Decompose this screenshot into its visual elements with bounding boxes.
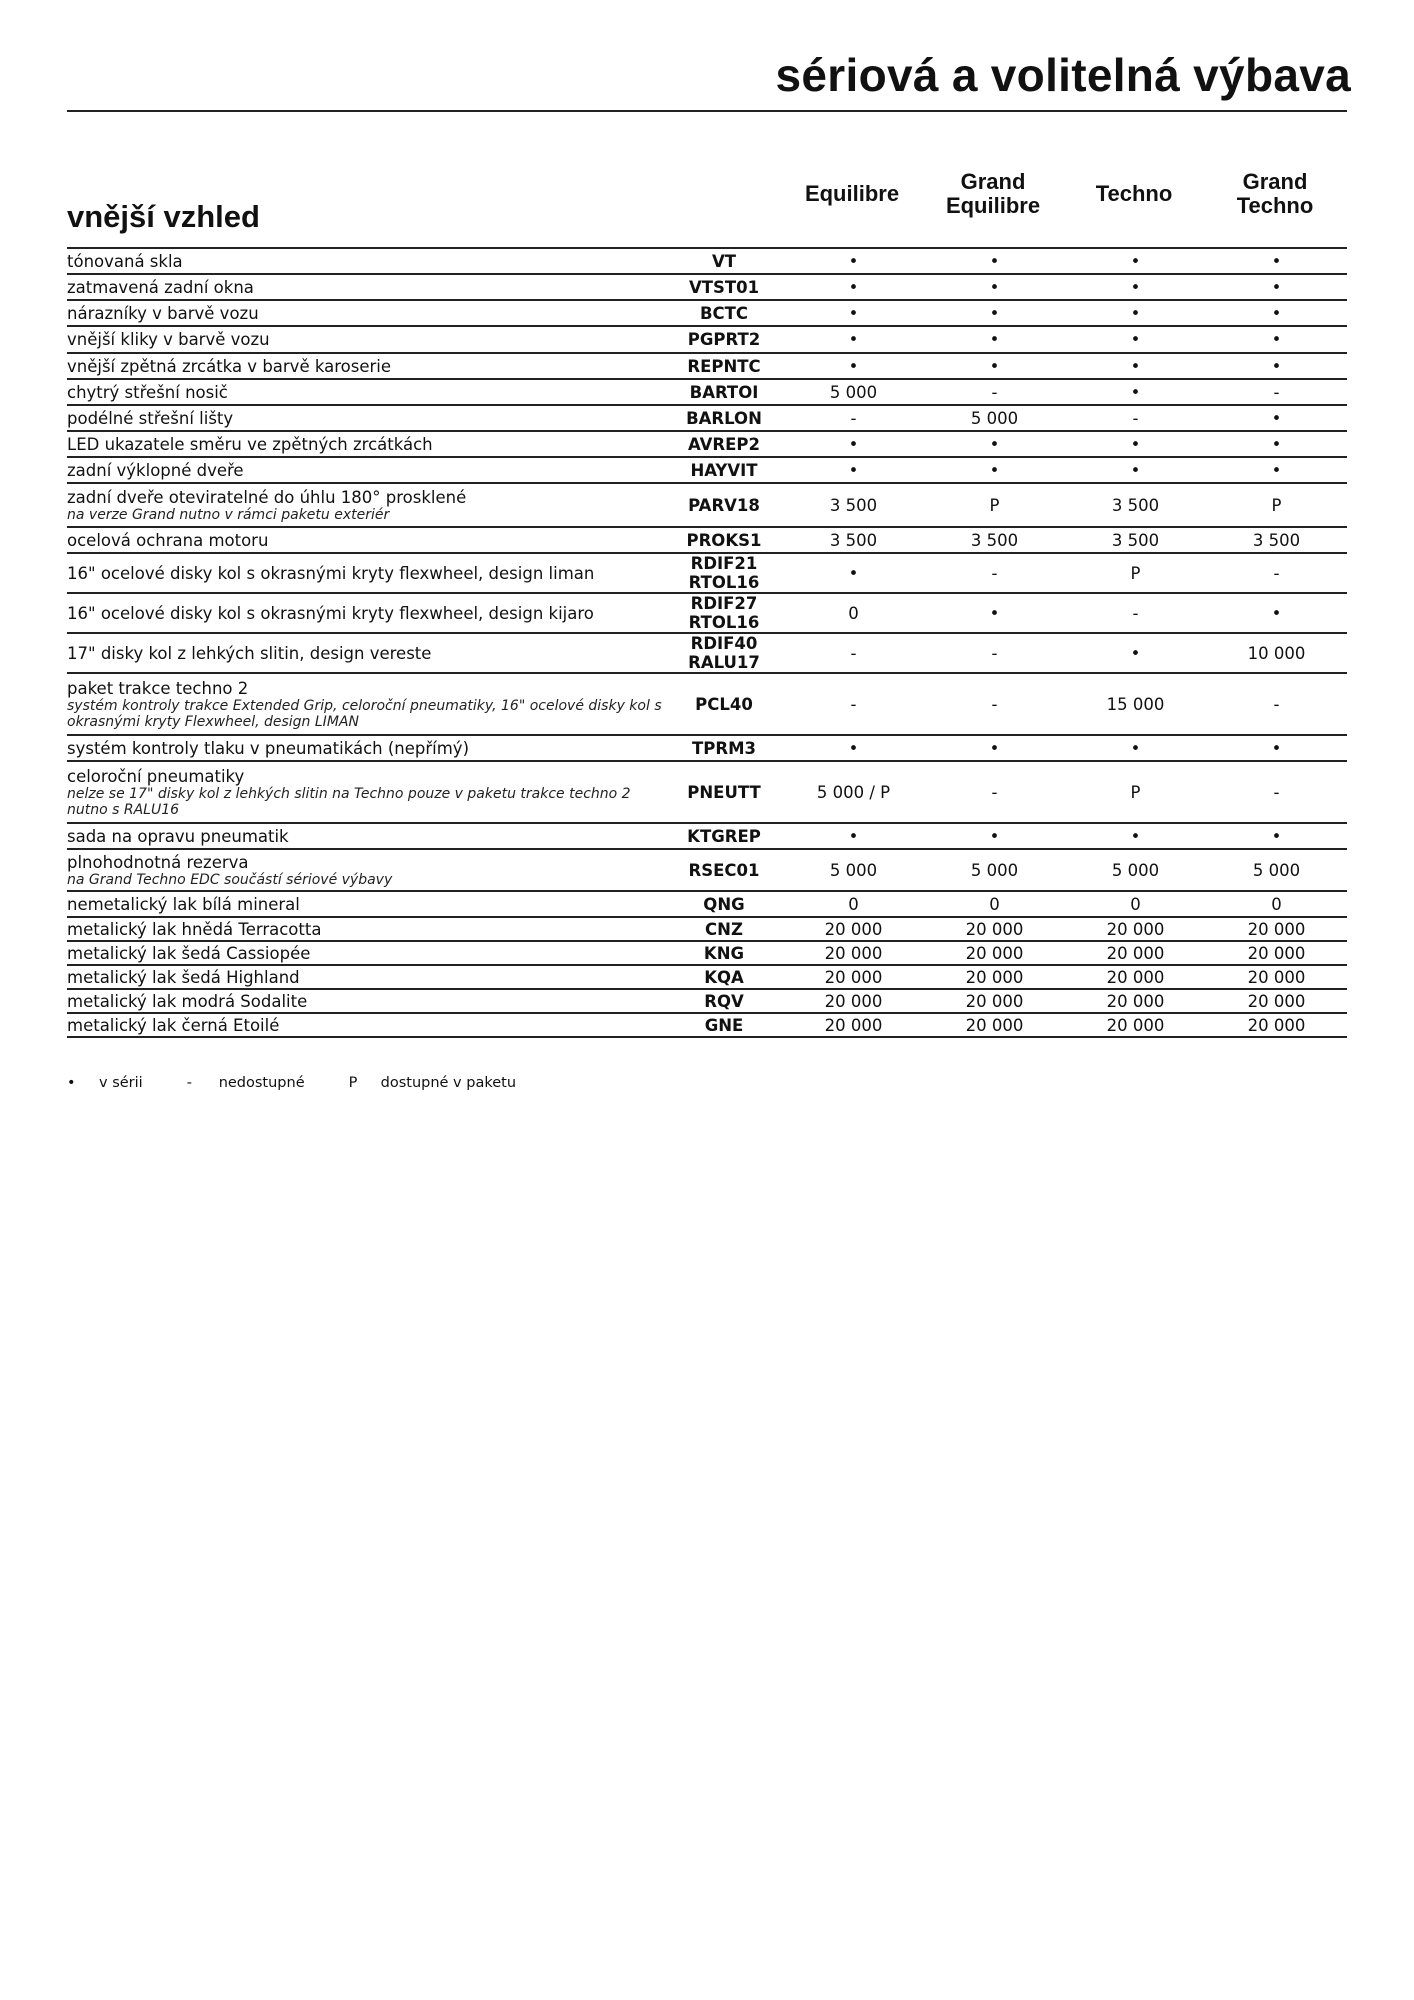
- value-cell: •: [1206, 431, 1347, 457]
- value-cell: 20 000: [783, 989, 924, 1013]
- value-cell: -: [924, 673, 1065, 735]
- option-code: GNE: [704, 1015, 744, 1035]
- row-name: sada na opravu pneumatik: [67, 826, 289, 846]
- row-name-cell: [67, 379, 665, 405]
- row-name-cell: [67, 553, 665, 593]
- table-row: [67, 735, 1347, 761]
- value-cell: 20 000: [783, 1013, 924, 1037]
- option-code-cell: [665, 823, 783, 849]
- option-code-cell: [665, 941, 783, 965]
- value-cell: 3 500: [783, 483, 924, 527]
- option-code: PROKS1: [686, 530, 762, 550]
- table-row: [67, 673, 1347, 735]
- legend-label: dostupné v paketu: [380, 1075, 517, 1091]
- row-name-cell: [67, 941, 665, 965]
- value-cell: •: [783, 353, 924, 379]
- value-cell: •: [924, 326, 1065, 353]
- value-cell: -: [783, 405, 924, 431]
- table-row: [67, 941, 1347, 965]
- option-code-cell: [665, 593, 783, 633]
- value-cell: 0: [1206, 891, 1347, 917]
- option-code-cell: [665, 761, 783, 823]
- option-code: BARLON: [686, 408, 762, 428]
- table-row: [67, 431, 1347, 457]
- option-code: VTST01: [688, 277, 760, 297]
- option-code: RSEC01: [688, 860, 760, 880]
- value-cell: •: [924, 457, 1065, 483]
- option-code-cell: [665, 274, 783, 300]
- value-cell: 5 000: [1206, 849, 1347, 891]
- row-name-cell: [67, 673, 665, 735]
- value-cell: •: [1206, 353, 1347, 379]
- row-name-cell: [67, 917, 665, 941]
- table-row: [67, 527, 1347, 553]
- value-cell: •: [924, 823, 1065, 849]
- value-cell: 3 500: [1065, 483, 1206, 527]
- option-code: BCTC: [699, 303, 749, 323]
- value-cell: •: [783, 274, 924, 300]
- option-code: QNG: [703, 894, 745, 914]
- row-note: na Grand Techno EDC součástí sériové výbavy: [67, 871, 393, 888]
- value-cell: •: [1206, 326, 1347, 353]
- table-row: [67, 248, 1347, 274]
- table-row: [67, 457, 1347, 483]
- value-cell: 20 000: [924, 941, 1065, 965]
- table-row: [67, 300, 1347, 326]
- table-row: [67, 405, 1347, 431]
- table-row: [67, 593, 1347, 633]
- value-cell: -: [1065, 593, 1206, 633]
- option-code-cell: [665, 300, 783, 326]
- value-cell: 3 500: [924, 527, 1065, 553]
- value-cell: 20 000: [924, 965, 1065, 989]
- value-cell: •: [924, 353, 1065, 379]
- value-cell: •: [1065, 379, 1206, 405]
- value-cell: 5 000: [1065, 849, 1206, 891]
- legend-label: v sérii: [99, 1075, 143, 1091]
- column-header: Equilibre: [804, 181, 900, 206]
- value-cell: •: [1065, 274, 1206, 300]
- option-code-cell: [665, 379, 783, 405]
- row-name-cell: [67, 965, 665, 989]
- value-cell: -: [924, 379, 1065, 405]
- value-cell: •: [783, 431, 924, 457]
- value-cell: 20 000: [783, 941, 924, 965]
- value-cell: •: [924, 593, 1065, 633]
- row-name: zadní výklopné dveře: [67, 460, 244, 480]
- value-cell: 3 500: [1065, 527, 1206, 553]
- option-code-cell: [665, 457, 783, 483]
- table-row: [67, 274, 1347, 300]
- row-name: ocelová ochrana motoru: [67, 530, 269, 550]
- value-cell: •: [783, 823, 924, 849]
- row-name: metalický lak hnědá Terracotta: [67, 919, 322, 939]
- equipment-table: [67, 247, 1347, 1038]
- column-header: Grand Equilibre: [945, 169, 1041, 218]
- value-cell: -: [1065, 405, 1206, 431]
- value-cell: 5 000 / P: [783, 761, 924, 823]
- table-row: [67, 761, 1347, 823]
- row-name: vnější zpětná zrcátka v barvě karoserie: [67, 356, 392, 376]
- row-name: metalický lak šedá Cassiopée: [67, 943, 311, 963]
- option-code: KNG: [703, 943, 745, 963]
- row-name: zadní dveře oteviratelné do úhlu 180° prosklené: [67, 487, 467, 507]
- value-cell: •: [1206, 274, 1347, 300]
- row-name: tónovaná skla: [67, 251, 183, 271]
- value-cell: •: [783, 326, 924, 353]
- value-cell: 20 000: [1065, 917, 1206, 941]
- table-row: [67, 326, 1347, 353]
- value-cell: 20 000: [1065, 941, 1206, 965]
- option-code: RTOL16: [688, 573, 760, 592]
- value-cell: -: [783, 673, 924, 735]
- option-code-cell: [665, 553, 783, 593]
- table-row: [67, 849, 1347, 891]
- value-cell: -: [1206, 673, 1347, 735]
- value-cell: •: [1206, 405, 1347, 431]
- option-code-cell: [665, 483, 783, 527]
- option-code: KQA: [704, 967, 744, 987]
- row-name: metalický lak černá Etoilé: [67, 1015, 280, 1035]
- value-cell: •: [1065, 633, 1206, 673]
- value-cell: P: [1065, 553, 1206, 593]
- option-code: BARTOI: [689, 382, 759, 402]
- option-code: RDIF21: [690, 554, 758, 573]
- value-cell: 20 000: [1206, 941, 1347, 965]
- value-cell: 20 000: [1206, 917, 1347, 941]
- option-code-cell: [665, 673, 783, 735]
- value-cell: 20 000: [1065, 989, 1206, 1013]
- row-name-cell: [67, 431, 665, 457]
- value-cell: 20 000: [924, 1013, 1065, 1037]
- option-code: VT: [711, 251, 737, 271]
- row-name-cell: [67, 891, 665, 917]
- row-name-cell: [67, 761, 665, 823]
- value-cell: P: [1206, 483, 1347, 527]
- option-code-cell: [665, 989, 783, 1013]
- value-cell: 5 000: [783, 379, 924, 405]
- value-cell: 15 000: [1065, 673, 1206, 735]
- row-name: 16" ocelové disky kol s okrasnými kryty flexwheel, design kijaro: [67, 603, 594, 623]
- section-title: vnější vzhled: [67, 199, 260, 234]
- option-code-cell: [665, 326, 783, 353]
- legend-symbol: -: [186, 1075, 192, 1091]
- table-row: [67, 1013, 1347, 1037]
- option-code: PNEUTT: [687, 782, 761, 802]
- value-cell: •: [783, 300, 924, 326]
- value-cell: -: [924, 553, 1065, 593]
- row-name-cell: [67, 483, 665, 527]
- table-row: [67, 891, 1347, 917]
- option-code: RDIF27: [690, 594, 758, 613]
- value-cell: 0: [783, 891, 924, 917]
- value-cell: •: [783, 457, 924, 483]
- value-cell: -: [1206, 761, 1347, 823]
- option-code: RQV: [704, 991, 744, 1011]
- row-name-cell: [67, 1013, 665, 1037]
- option-code: AVREP2: [688, 434, 760, 454]
- option-code: PCL40: [695, 694, 753, 714]
- table-row: [67, 965, 1347, 989]
- row-name: LED ukazatele směru ve zpětných zrcátkách: [67, 434, 433, 454]
- value-cell: •: [924, 431, 1065, 457]
- row-name: chytrý střešní nosič: [67, 382, 228, 402]
- row-name: 17" disky kol z lehkých slitin, design vereste: [67, 643, 432, 663]
- row-name-cell: [67, 274, 665, 300]
- option-code-cell: [665, 633, 783, 673]
- row-name-cell: [67, 457, 665, 483]
- row-name: paket trakce techno 2: [67, 678, 249, 698]
- option-code-cell: [665, 965, 783, 989]
- row-note: systém kontroly trakce Extended Grip, celoroční pneumatiky, 16" ocelové disky kol s okrasnými kryty Flexwheel, design LIMAN: [67, 697, 662, 730]
- value-cell: •: [783, 248, 924, 274]
- value-cell: 10 000: [1206, 633, 1347, 673]
- value-cell: •: [1206, 735, 1347, 761]
- row-name: vnější kliky v barvě vozu: [67, 330, 270, 349]
- value-cell: 20 000: [1065, 1013, 1206, 1037]
- row-name-cell: [67, 849, 665, 891]
- value-cell: -: [924, 633, 1065, 673]
- value-cell: 0: [924, 891, 1065, 917]
- row-name: 16" ocelové disky kol s okrasnými kryty flexwheel, design liman: [67, 563, 595, 583]
- value-cell: 20 000: [1206, 1013, 1347, 1037]
- column-header: Techno: [1095, 181, 1173, 206]
- row-name-cell: [67, 353, 665, 379]
- row-name-cell: [67, 989, 665, 1013]
- value-cell: 3 500: [1206, 527, 1347, 553]
- table-row: [67, 379, 1347, 405]
- row-name-cell: [67, 326, 665, 353]
- value-cell: •: [1065, 823, 1206, 849]
- row-name-cell: [67, 633, 665, 673]
- option-code: PARV18: [688, 495, 760, 515]
- option-code: HAYVIT: [690, 460, 758, 480]
- value-cell: •: [1065, 248, 1206, 274]
- value-cell: 20 000: [924, 917, 1065, 941]
- row-note: nelze se 17" disky kol z lehkých slitin na Techno pouze v paketu trakce techno 2 nutno s RALU16: [67, 785, 631, 818]
- row-name: metalický lak šedá Highland: [67, 967, 300, 987]
- value-cell: •: [783, 553, 924, 593]
- value-cell: •: [1206, 300, 1347, 326]
- table-row: [67, 353, 1347, 379]
- option-code: CNZ: [705, 919, 743, 939]
- value-cell: •: [1206, 248, 1347, 274]
- row-name-cell: [67, 593, 665, 633]
- value-cell: 0: [1065, 891, 1206, 917]
- value-cell: •: [1206, 823, 1347, 849]
- legend-symbol: P: [348, 1075, 358, 1091]
- row-name: nemetalický lak bílá mineral: [67, 894, 300, 914]
- option-code-cell: [665, 735, 783, 761]
- option-code-cell: [665, 849, 783, 891]
- option-code-cell: [665, 527, 783, 553]
- option-code: PGPRT2: [687, 330, 761, 349]
- row-name-cell: [67, 823, 665, 849]
- row-name-cell: [67, 248, 665, 274]
- option-code: REPNTC: [687, 356, 761, 376]
- value-cell: -: [783, 633, 924, 673]
- value-cell: •: [1065, 353, 1206, 379]
- table-row: [67, 483, 1347, 527]
- table-row: [67, 633, 1347, 673]
- table-row: [67, 989, 1347, 1013]
- table-row: [67, 823, 1347, 849]
- column-header: Grand Techno: [1236, 169, 1314, 218]
- row-name: zatmavená zadní okna: [67, 277, 254, 297]
- value-cell: 0: [783, 593, 924, 633]
- row-name-cell: [67, 527, 665, 553]
- option-code-cell: [665, 917, 783, 941]
- row-name: plnohodnotná rezerva: [67, 852, 249, 872]
- legend-label: nedostupné: [218, 1075, 305, 1091]
- row-name-cell: [67, 300, 665, 326]
- option-code-cell: [665, 248, 783, 274]
- legend-symbol: •: [67, 1075, 76, 1091]
- row-note: na verze Grand nutno v rámci paketu exteriér: [67, 506, 390, 523]
- option-code: TPRM3: [692, 738, 756, 758]
- value-cell: •: [924, 735, 1065, 761]
- title-divider: [67, 110, 1347, 112]
- value-cell: 20 000: [1206, 989, 1347, 1013]
- value-cell: -: [1206, 379, 1347, 405]
- value-cell: 20 000: [783, 917, 924, 941]
- value-cell: 20 000: [783, 965, 924, 989]
- value-cell: 5 000: [924, 405, 1065, 431]
- option-code: KTGREP: [687, 826, 761, 846]
- option-code: RTOL16: [688, 613, 760, 632]
- row-name: systém kontroly tlaku v pneumatikách (nepřímý): [67, 738, 470, 758]
- value-cell: •: [1065, 326, 1206, 353]
- option-code-cell: [665, 431, 783, 457]
- value-cell: 3 500: [783, 527, 924, 553]
- option-code: RDIF40: [690, 634, 758, 653]
- value-cell: •: [1206, 593, 1347, 633]
- row-name: nárazníky v barvě vozu: [67, 303, 259, 323]
- value-cell: 5 000: [924, 849, 1065, 891]
- row-name-cell: [67, 405, 665, 431]
- value-cell: P: [924, 483, 1065, 527]
- value-cell: •: [924, 300, 1065, 326]
- table-row: [67, 917, 1347, 941]
- value-cell: -: [924, 761, 1065, 823]
- value-cell: •: [1206, 457, 1347, 483]
- option-code-cell: [665, 891, 783, 917]
- legend: [67, 1075, 560, 1091]
- row-name: podélné střešní lišty: [67, 408, 234, 428]
- value-cell: 20 000: [1206, 965, 1347, 989]
- value-cell: 20 000: [1065, 965, 1206, 989]
- value-cell: •: [783, 735, 924, 761]
- page-title: sériová a volitelná výbava: [775, 49, 1351, 101]
- option-code-cell: [665, 353, 783, 379]
- option-code-cell: [665, 1013, 783, 1037]
- value-cell: •: [1065, 300, 1206, 326]
- table-row: [67, 553, 1347, 593]
- value-cell: •: [924, 274, 1065, 300]
- option-code-cell: [665, 405, 783, 431]
- option-code: RALU17: [688, 653, 760, 672]
- value-cell: P: [1065, 761, 1206, 823]
- row-name: metalický lak modrá Sodalite: [67, 991, 308, 1011]
- value-cell: •: [924, 248, 1065, 274]
- value-cell: •: [1065, 735, 1206, 761]
- value-cell: -: [1206, 553, 1347, 593]
- value-cell: 20 000: [924, 989, 1065, 1013]
- value-cell: 5 000: [783, 849, 924, 891]
- row-name-cell: [67, 735, 665, 761]
- row-name: celoroční pneumatiky: [67, 766, 245, 786]
- value-cell: •: [1065, 431, 1206, 457]
- value-cell: •: [1065, 457, 1206, 483]
